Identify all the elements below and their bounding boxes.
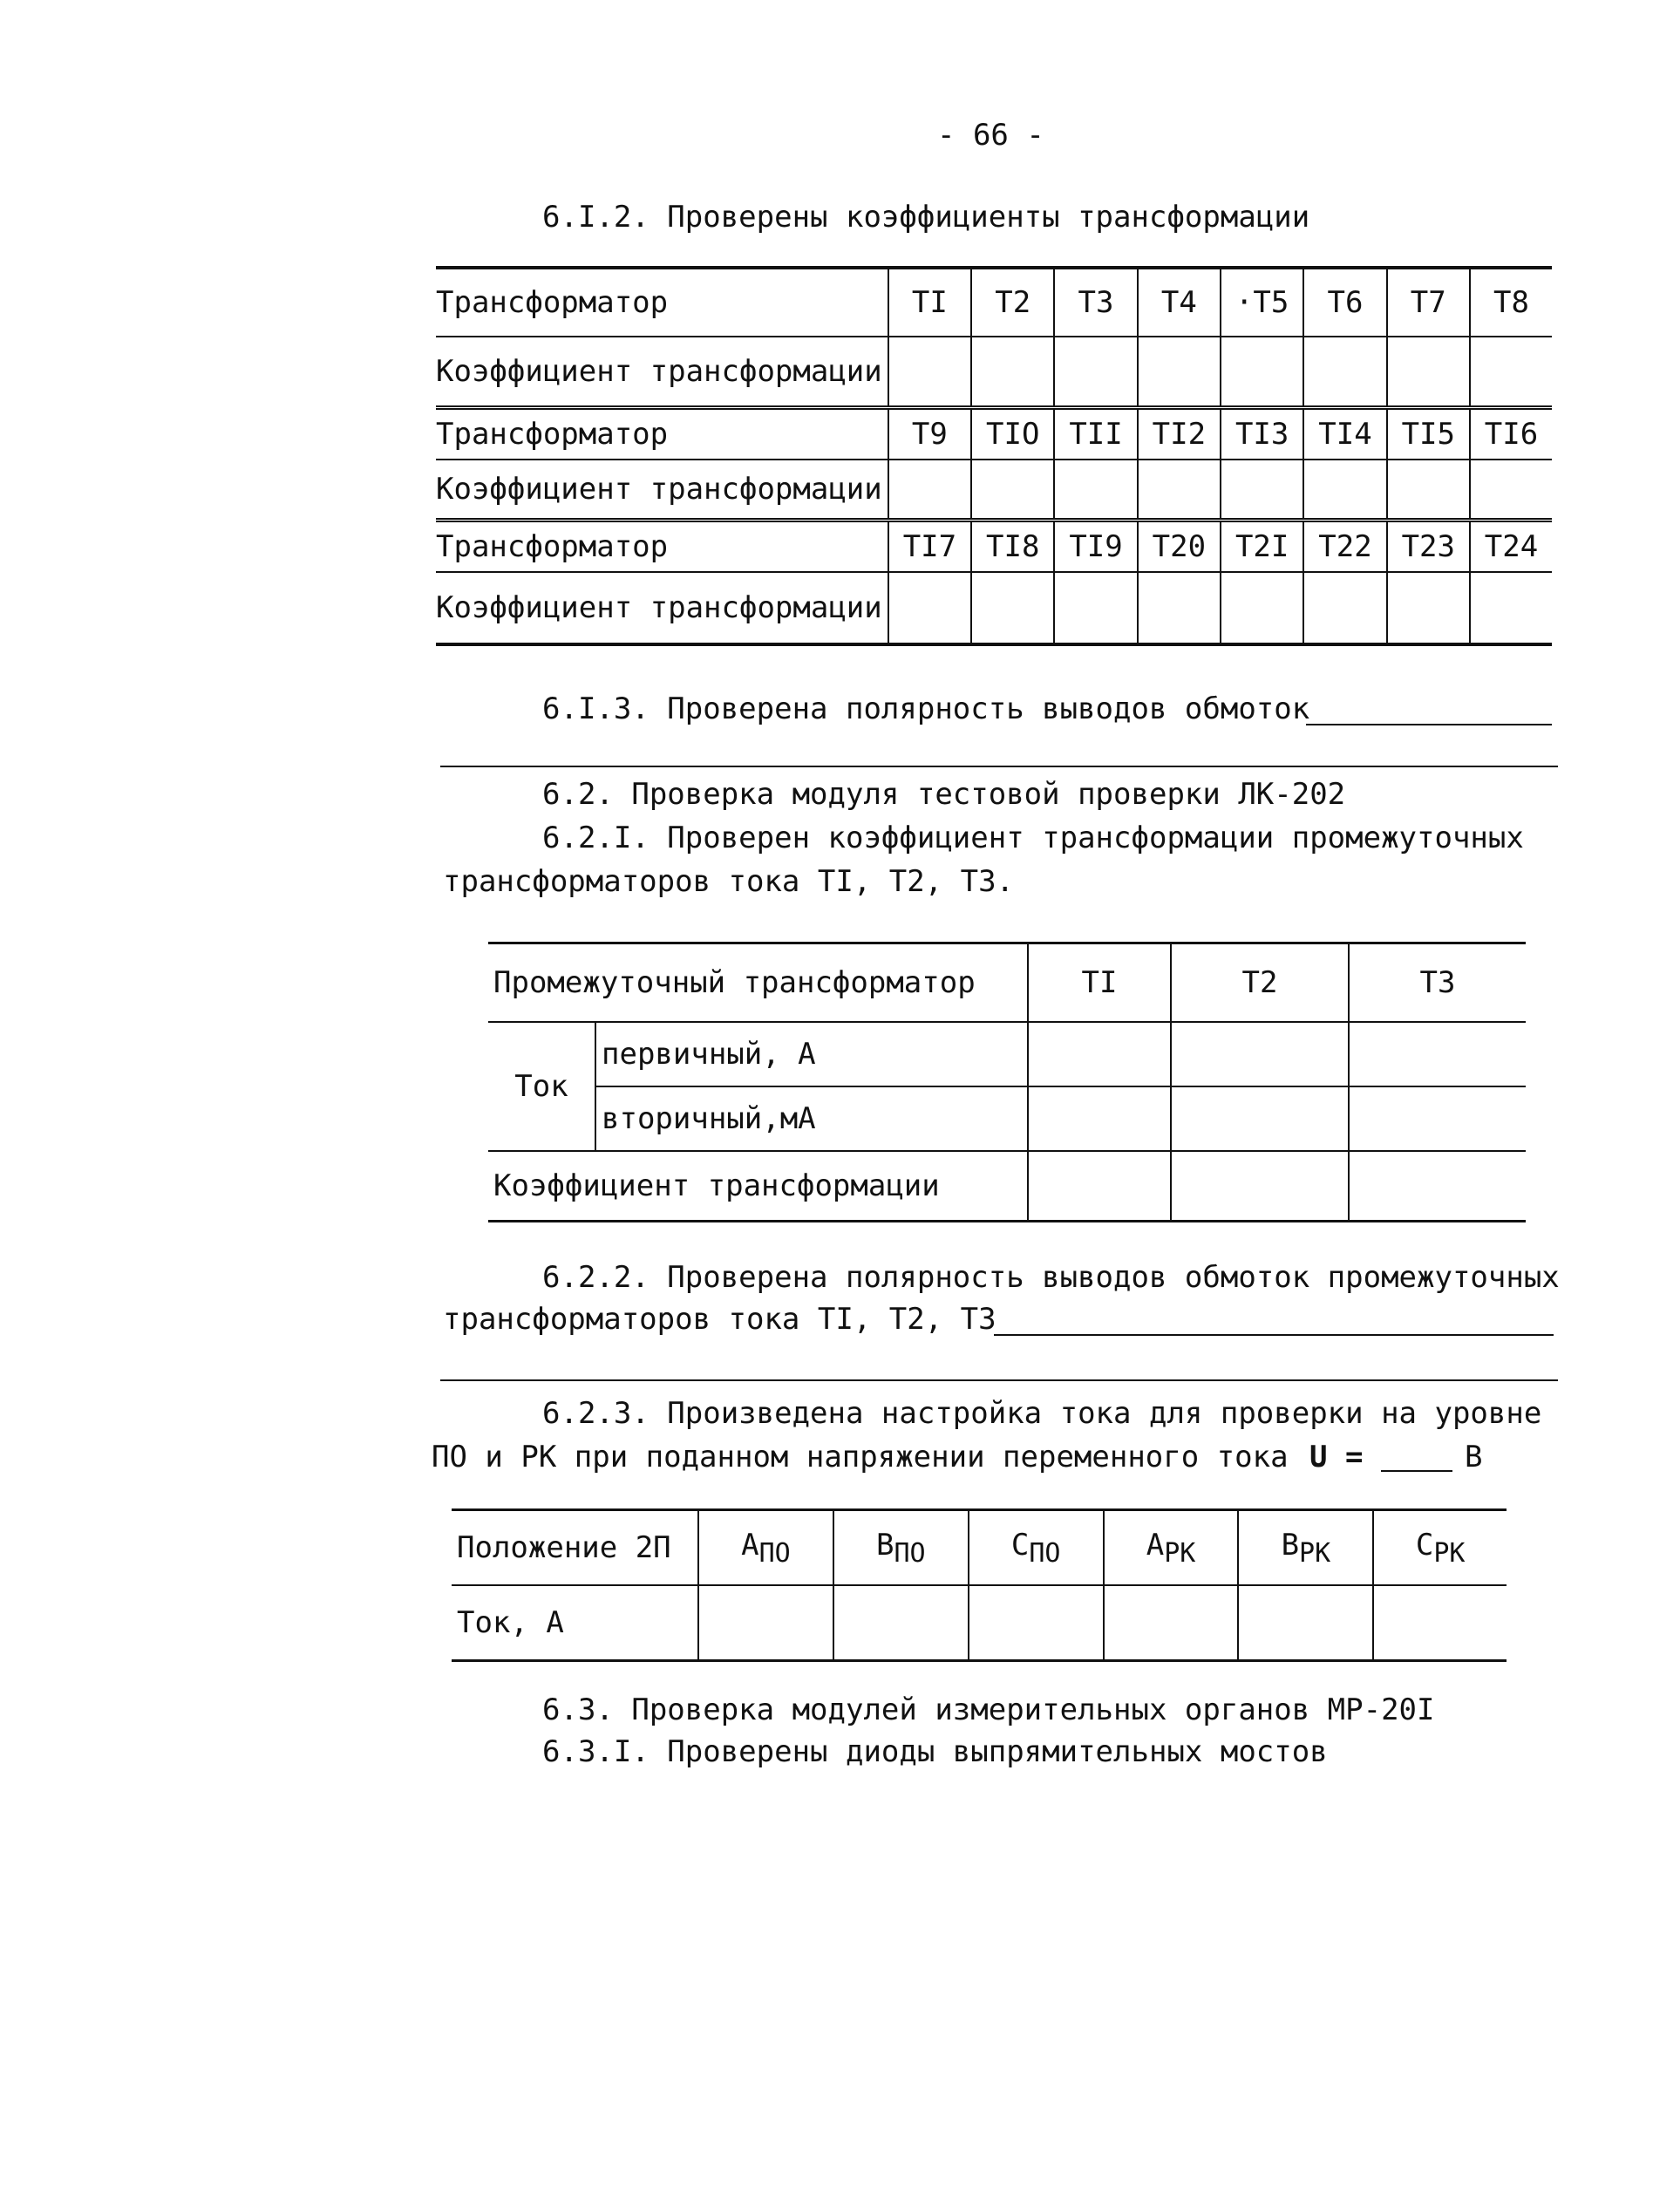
row-label-secondary: вторичный,мА [595, 1086, 1028, 1151]
empty-cell [969, 1585, 1104, 1661]
empty-cell [1054, 460, 1137, 521]
table-row [436, 521, 1552, 573]
table-row [488, 1151, 1526, 1222]
empty-cell [833, 1585, 969, 1661]
col-header: T9 [888, 408, 971, 460]
table-row [436, 460, 1552, 521]
col-header: T2 [1171, 943, 1349, 1023]
empty-cell [971, 460, 1054, 521]
empty-cell [1349, 1022, 1526, 1086]
col-header: $B_{ПО}$ [833, 1510, 969, 1586]
empty-cell [1373, 1585, 1507, 1661]
col-header: TI5 [1387, 408, 1470, 460]
col-header: TI7 [888, 521, 971, 573]
empty-cell [1171, 1022, 1349, 1086]
col-header: T6 [1303, 268, 1386, 337]
transformation-ratio-table [436, 266, 1552, 646]
empty-cell [1028, 1086, 1171, 1151]
row-label-primary: первичный, А [595, 1022, 1028, 1086]
empty-cell [1387, 337, 1470, 408]
empty-cell [1387, 460, 1470, 521]
empty-cell [1221, 460, 1303, 521]
empty-cell [888, 572, 971, 644]
col-header: $C_{ПО}$ [969, 1510, 1104, 1586]
table-row [488, 1086, 1526, 1151]
intermediate-transformer-table [488, 942, 1526, 1222]
col-header: T23 [1387, 521, 1470, 573]
col-header: T7 [1387, 268, 1470, 337]
fill-in-line [994, 1334, 1554, 1336]
empty-cell [1349, 1151, 1526, 1222]
section-6-2-3-line1: 6.2.3. Произведена настройка тока для проверки на уровне [542, 1396, 1542, 1431]
col-header: TI3 [1221, 408, 1303, 460]
empty-cell [971, 337, 1054, 408]
header-intermediate-transformer: Промежуточный трансформатор [488, 943, 1028, 1023]
col-header: TI8 [971, 521, 1054, 573]
col-header: TIO [971, 408, 1054, 460]
empty-cell [1138, 337, 1221, 408]
empty-cell [888, 460, 971, 521]
row-label-transformer: Трансформатор [436, 408, 888, 460]
col-header: T2 [971, 268, 1054, 337]
voltage-fill-in-line [1381, 1470, 1452, 1472]
table-row [436, 268, 1552, 337]
col-header: TI2 [1138, 408, 1221, 460]
col-header: TI9 [1054, 521, 1137, 573]
col-header: $B_{РК}$ [1238, 1510, 1373, 1586]
row-label-current: Ток [488, 1022, 595, 1151]
empty-cell [1238, 1585, 1373, 1661]
fill-in-line [440, 766, 1558, 767]
section-6-2-2-line1: 6.2.2. Проверена полярность выводов обмоток промежуточных [542, 1260, 1560, 1295]
empty-cell [1054, 337, 1137, 408]
row-label-coefficient: Коэффициент трансформации [436, 337, 888, 408]
section-6-2-1-line2: трансформаторов тока TI, T2, T3. [443, 864, 1015, 899]
empty-cell [1470, 460, 1552, 521]
empty-cell [971, 572, 1054, 644]
col-header: $A_{РК}$ [1104, 1510, 1239, 1586]
page-number: - 66 - [937, 118, 1044, 153]
empty-cell [1171, 1086, 1349, 1151]
section-6-2-1-line1: 6.2.I. Проверен коэффициент трансформации промежуточных [542, 821, 1524, 855]
col-header: $C_{РК}$ [1373, 1510, 1507, 1586]
section-6-2-3-line2: ПО и РК при поданном напряжении переменного тока [432, 1440, 1289, 1474]
row-label-coefficient: Коэффициент трансформации [436, 572, 888, 644]
row-label-current: Ток, А [452, 1585, 698, 1661]
row-label-transformer: Трансформатор [436, 521, 888, 573]
empty-cell [1028, 1022, 1171, 1086]
empty-cell [1349, 1086, 1526, 1151]
empty-cell [1221, 572, 1303, 644]
empty-cell [1054, 572, 1137, 644]
col-header: TII [1054, 408, 1137, 460]
col-header: $A_{ПО}$ [698, 1510, 833, 1586]
empty-cell [1387, 572, 1470, 644]
col-header: T4 [1138, 268, 1221, 337]
table-row [436, 337, 1552, 408]
voltage-unit: В [1465, 1440, 1483, 1474]
section-6-3-heading: 6.3. Проверка модулей измерительных органов МР-20I [542, 1692, 1435, 1727]
col-header: T3 [1054, 268, 1137, 337]
col-header: TI6 [1470, 408, 1552, 460]
empty-cell [1104, 1585, 1239, 1661]
section-6-1-2-heading: 6.I.2. Проверены коэффициенты трансформации [542, 200, 1310, 235]
col-header: T8 [1470, 268, 1552, 337]
fill-in-line [1306, 724, 1552, 725]
empty-cell [1138, 572, 1221, 644]
section-6-3-1-text: 6.3.I. Проверены диоды выпрямительных мостов [542, 1734, 1328, 1769]
col-header: TI [1028, 943, 1171, 1023]
empty-cell [888, 337, 971, 408]
empty-cell [698, 1585, 833, 1661]
col-header: T20 [1138, 521, 1221, 573]
col-header: TI [888, 268, 971, 337]
empty-cell [1303, 460, 1386, 521]
empty-cell [1221, 337, 1303, 408]
empty-cell [1470, 572, 1552, 644]
col-header: TI4 [1303, 408, 1386, 460]
empty-cell [1470, 337, 1552, 408]
col-header: T3 [1349, 943, 1526, 1023]
section-6-1-3-text: 6.I.3. Проверена полярность выводов обмоток [542, 691, 1310, 726]
section-6-2-heading: 6.2. Проверка модуля тестовой проверки ЛК-202 [542, 777, 1346, 812]
table-row [452, 1585, 1507, 1661]
empty-cell [1171, 1151, 1349, 1222]
section-6-2-2-line2: трансформаторов тока TI, T2, T3 [443, 1302, 996, 1337]
empty-cell [1138, 460, 1221, 521]
table-row [436, 572, 1552, 644]
empty-cell [1303, 337, 1386, 408]
col-header: T24 [1470, 521, 1552, 573]
header-position-2p: Положение 2П [452, 1510, 698, 1586]
empty-cell [1303, 572, 1386, 644]
col-header: ·T5 [1221, 268, 1303, 337]
col-header: T22 [1303, 521, 1386, 573]
row-label-coefficient: Коэффициент трансформации [488, 1151, 1028, 1222]
table-row [452, 1510, 1507, 1586]
table-row [488, 1022, 1526, 1086]
switch-position-current-table [452, 1508, 1507, 1662]
table-row [436, 408, 1552, 460]
table-row [488, 943, 1526, 1023]
fill-in-line [440, 1379, 1558, 1381]
row-label-transformer: Трансформатор [436, 268, 888, 337]
empty-cell [1028, 1151, 1171, 1222]
row-label-coefficient: Коэффициент трансформации [436, 460, 888, 521]
col-header: T2I [1221, 521, 1303, 573]
voltage-label: U = [1309, 1440, 1364, 1474]
